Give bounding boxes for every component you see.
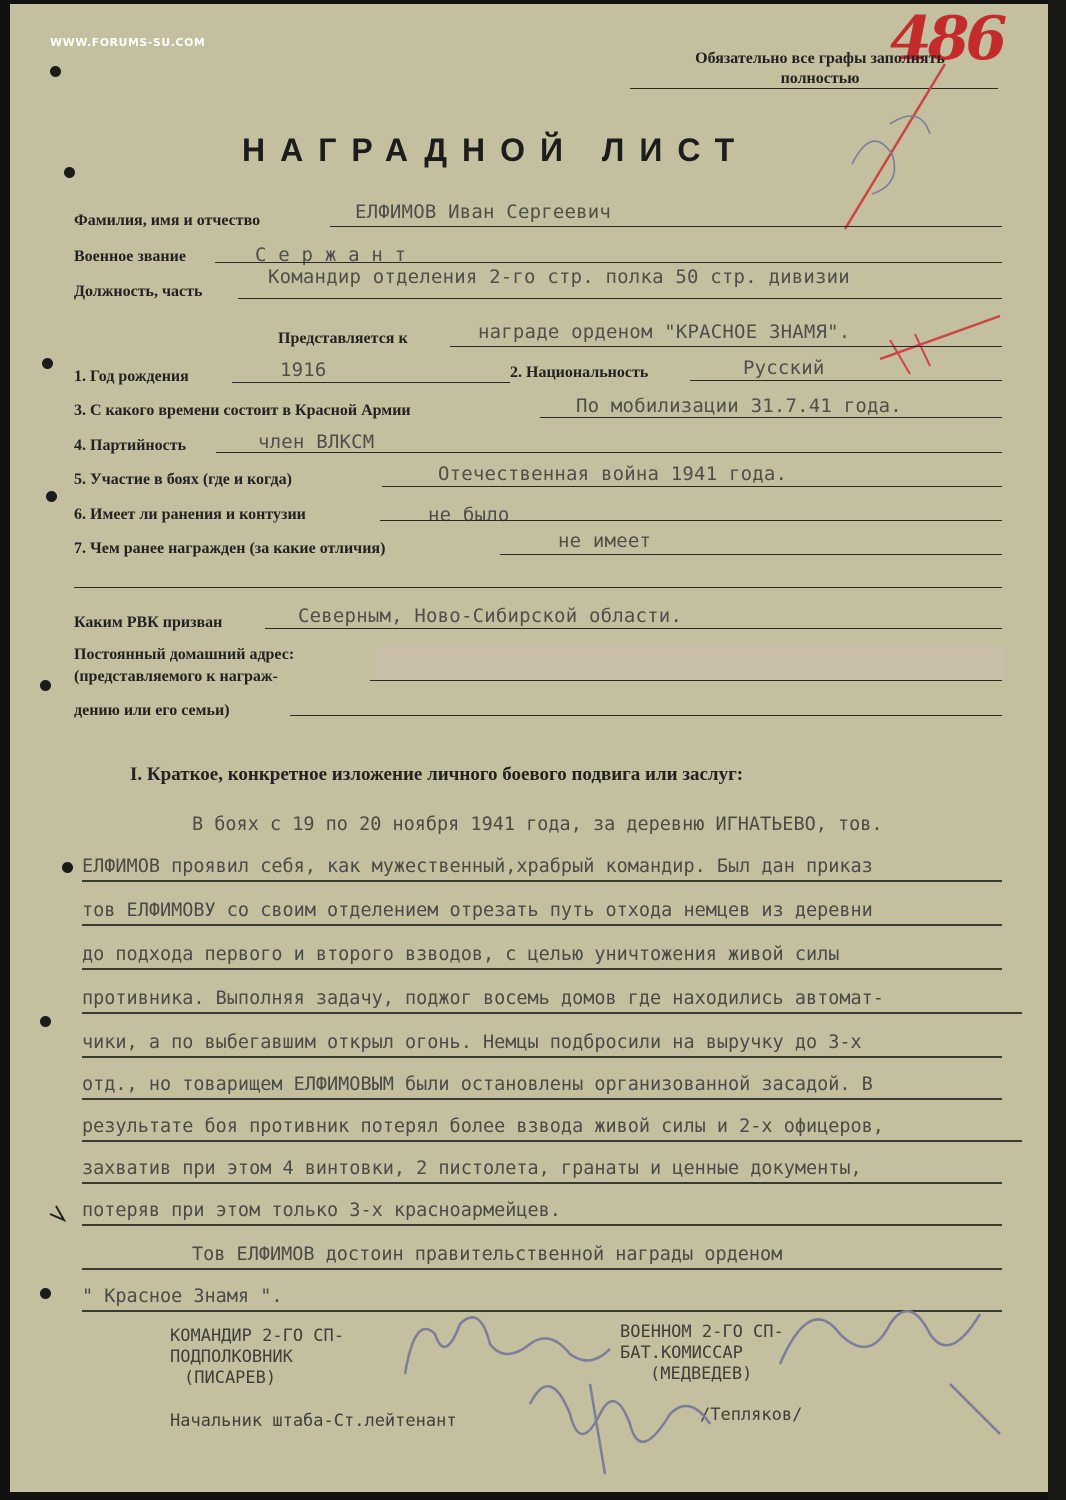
chief-of-staff-name: /Тепляков/	[700, 1405, 803, 1425]
ink-signatures	[10, 4, 1054, 1492]
chief-of-staff-label: Начальник штаба-Ст.лейтенант	[170, 1411, 457, 1431]
section-title: I. Краткое, конкретное изложение личного боевого подвига или заслуг:	[130, 764, 744, 785]
narrative-line-10: потеряв при этом только 3-х красноармейцев.	[82, 1200, 561, 1221]
nominated-label: Представляется к	[278, 330, 408, 347]
narrative-line-4: до подхода первого и второго взводов, с целью уничтожения живой силы	[82, 944, 840, 965]
punch-hole	[40, 1288, 51, 1299]
document-title: НАГРАДНОЙ ЛИСТ	[242, 132, 750, 168]
position-label: Должность, часть	[74, 283, 203, 300]
rvk-value: Северным, Ново-Сибирской области.	[298, 605, 683, 627]
award-sheet-document	[10, 4, 1054, 1492]
party-label: 4. Партийность	[74, 437, 187, 454]
narrative-line-2: ЕЛФИМОВ проявил себя, как мужественный,храбрый командир. Был дан приказ	[82, 856, 873, 877]
commissar-name: (МЕДВЕДЕВ)	[650, 1364, 753, 1384]
nationality-value: Русский	[743, 357, 825, 379]
nationality-label: 2. Национальность	[510, 364, 649, 381]
name-value: ЕЛФИМОВ Иван Сергеевич	[355, 201, 612, 223]
commissar-title-2: БАТ.КОМИССАР	[620, 1343, 743, 1363]
battles-label: 5. Участие в боях (где и когда)	[74, 471, 292, 488]
punch-hole	[64, 167, 75, 178]
rank-value: С е р ж а н т	[255, 244, 407, 266]
watermark: WWW.FORUMS-SU.COM	[50, 36, 206, 49]
narrative-line-11: Тов ЕЛФИМОВ достоин правительственной награды орденом	[192, 1244, 783, 1265]
party-value: член ВЛКСМ	[258, 431, 375, 453]
rvk-label: Каким РВК призван	[74, 614, 223, 631]
narrative-line-1: В боях с 19 по 20 ноября 1941 года, за деревню ИГНАТЬЕВО, тов.	[192, 814, 883, 835]
army-since-label: 3. С какого времени состоит в Красной Армии	[74, 402, 411, 419]
commander-name: (ПИСАРЕВ)	[184, 1368, 277, 1388]
punch-hole	[62, 862, 73, 873]
punch-hole	[46, 491, 57, 502]
punch-hole	[42, 358, 53, 369]
birth-year-label: 1. Год рождения	[74, 368, 189, 385]
punch-hole	[50, 66, 61, 77]
scan-edge	[1048, 0, 1066, 1500]
narrative-line-5: противника. Выполняя задачу, поджог восемь домов где находились автомат-	[82, 988, 884, 1009]
battles-value: Отечественная война 1941 года.	[438, 463, 788, 485]
commander-title-2: ПОДПОЛКОВНИК	[170, 1347, 293, 1367]
name-label: Фамилия, имя и отчество	[74, 212, 261, 229]
narrative-line-9: захватив при этом 4 винтовки, 2 пистолета, гранаты и ценные документы,	[82, 1158, 862, 1179]
punch-hole	[40, 1016, 51, 1027]
army-since-value: По мобилизации 31.7.41 года.	[576, 395, 902, 417]
commander-title-1: КОМАНДИР 2-ГО СП-	[170, 1326, 344, 1346]
address-label-1: Постоянный домашний адрес:	[74, 646, 295, 663]
punch-hole	[40, 680, 51, 691]
commissar-title-1: ВОЕННОМ 2-ГО СП-	[620, 1322, 784, 1342]
prior-awards-value: не имеет	[558, 530, 652, 552]
nominated-value: награде орденом "КРАСНОЕ ЗНАМЯ".	[478, 321, 851, 343]
prior-awards-label: 7. Чем ранее награжден (за какие отличия)	[74, 540, 386, 557]
birth-year-value: 1916	[280, 359, 327, 381]
narrative-line-12: " Красное Знамя ".	[82, 1286, 283, 1307]
narrative-line-6: чики, а по выбегавшим открыл огонь. Немцы подбросили на выручку до 3-х	[82, 1032, 862, 1053]
address-label-3: дению или его семьи)	[74, 702, 230, 719]
address-label-2: (представляемого к награж-	[74, 668, 278, 685]
red-page-number: 486	[890, 4, 1004, 74]
rank-label: Военное звание	[74, 248, 186, 265]
narrative-line-8: результате боя противник потерял более взвода живой силы и 2-х офицеров,	[82, 1116, 884, 1137]
narrative-line-3: тов ЕЛФИМОВУ со своим отделением отрезать путь отхода немцев из деревни	[82, 900, 873, 921]
narrative-line-7: отд., но товарищем ЕЛФИМОВЫМ были остановлены организованной засадой. В	[82, 1074, 873, 1095]
instruction-line-2: полностью	[780, 70, 860, 87]
instruction-line-1: Обязательно все графы заполнять	[695, 50, 945, 67]
wounds-value: не было	[428, 504, 510, 526]
position-value: Командир отделения 2-го стр. полка 50 стр. дивизии	[268, 266, 850, 288]
wounds-label: 6. Имеет ли ранения и контузии	[74, 506, 306, 523]
